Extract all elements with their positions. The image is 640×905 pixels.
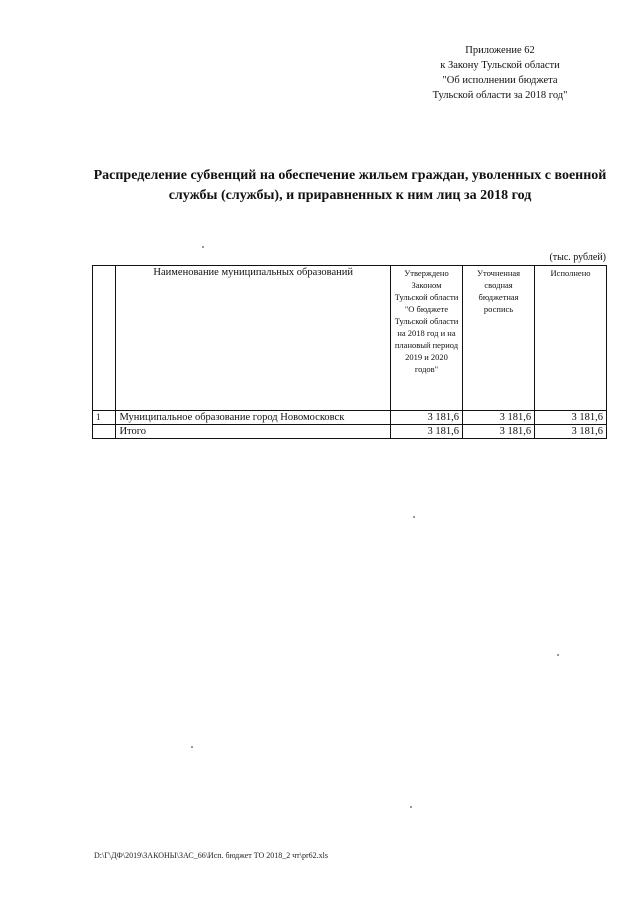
title-line-2: службы (службы), и приравненных к ним лиц за 2018 год <box>168 188 532 203</box>
total-label: Итого <box>116 425 390 439</box>
header-approved: Утверждено Законом Тульской области "О бюджете Тульской области на 2018 год и на плановый период 2019 и 2020 годов" <box>390 266 462 411</box>
table-header-row <box>93 266 607 411</box>
total-executed: 3 181,6 <box>535 425 607 439</box>
row-name: Муниципальное образование город Новомосковск <box>116 411 390 425</box>
scan-speck <box>202 246 204 248</box>
total-specified: 3 181,6 <box>463 425 535 439</box>
header-number <box>93 266 116 411</box>
file-path-footer: D:\Г\ДФ\2019\ЗАКОНЫ\ЗАС_66\Исп. бюджет ТО 2018_2 чт\pr62.xls <box>94 851 329 860</box>
table-row <box>93 411 607 425</box>
total-number <box>93 425 116 439</box>
row-number: 1 <box>93 411 116 425</box>
scan-speck <box>410 806 412 808</box>
units-label: (тыс. рублей) <box>549 252 606 263</box>
title-line-1: Распределение субвенций на обеспечение жильем граждан, уволенных с военной <box>93 168 607 183</box>
header-specified: Уточненная сводная бюджетная роспись <box>463 266 535 411</box>
subsidy-table <box>92 265 607 439</box>
appendix-block <box>400 43 600 103</box>
appendix-line-1: Приложение 62 <box>465 45 535 56</box>
header-executed: Исполнено <box>535 266 607 411</box>
header-name: Наименование муниципальных образований <box>116 266 390 411</box>
appendix-line-4: Тульской области за 2018 год" <box>432 90 568 101</box>
document-title <box>90 166 610 206</box>
row-executed: 3 181,6 <box>535 411 607 425</box>
table-total-row <box>93 425 607 439</box>
scan-speck <box>191 746 193 748</box>
total-approved: 3 181,6 <box>390 425 462 439</box>
scan-speck <box>413 516 415 518</box>
row-approved: 3 181,6 <box>390 411 462 425</box>
scan-speck <box>557 654 559 656</box>
row-specified: 3 181,6 <box>463 411 535 425</box>
appendix-line-2: к Закону Тульской области <box>440 60 560 71</box>
appendix-line-3: "Об исполнении бюджета <box>442 75 558 86</box>
